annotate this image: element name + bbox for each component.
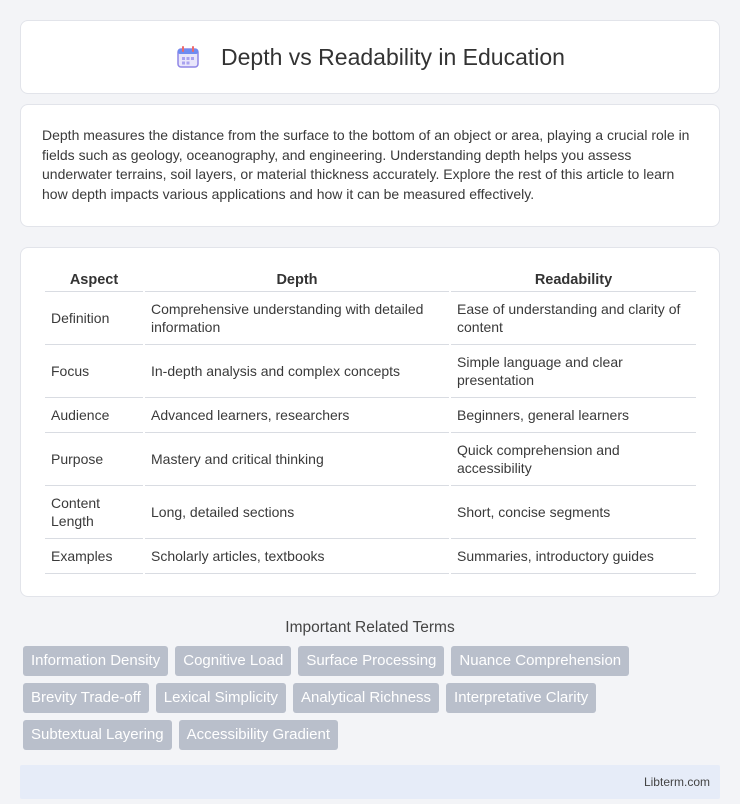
footer-brand-link[interactable]: Libterm.com	[643, 775, 710, 789]
table-cell: Mastery and critical thinking	[145, 433, 449, 486]
header-aspect: Aspect	[45, 270, 143, 292]
related-terms-title: Important Related Terms	[285, 619, 455, 636]
comparison-table	[43, 270, 698, 574]
tag-nuance-comprehension[interactable]: Nuance Comprehension	[451, 646, 629, 676]
table-cell: Simple language and clear presentation	[451, 345, 696, 398]
table-cell: Purpose	[45, 433, 143, 486]
table-cell: In-depth analysis and complex concepts	[145, 345, 449, 398]
tag-surface-processing[interactable]: Surface Processing	[298, 646, 444, 676]
tag-analytical-richness[interactable]: Analytical Richness	[293, 683, 439, 713]
table-cell: Focus	[45, 345, 143, 398]
table-row	[45, 398, 696, 433]
table-cell: Summaries, introductory guides	[451, 539, 696, 574]
tag-interpretative-clarity[interactable]: Interpretative Clarity	[446, 683, 596, 713]
table-cell: Beginners, general learners	[451, 398, 696, 433]
table-cell: Definition	[45, 292, 143, 345]
comparison-table-card	[20, 247, 720, 597]
table-cell: Scholarly articles, textbooks	[145, 539, 449, 574]
table-cell: Audience	[45, 398, 143, 433]
tag-brevity-trade-off[interactable]: Brevity Trade-off	[23, 683, 149, 713]
tag-information-density[interactable]: Information Density	[23, 646, 168, 676]
calendar-icon	[175, 44, 201, 70]
table-cell: Long, detailed sections	[145, 486, 449, 539]
table-cell: Examples	[45, 539, 143, 574]
tag-lexical-simplicity[interactable]: Lexical Simplicity	[156, 683, 286, 713]
table-cell: Quick comprehension and accessibility	[451, 433, 696, 486]
table-cell: Advanced learners, researchers	[145, 398, 449, 433]
intro-text: Depth measures the distance from the surface to the bottom of an object or area, playing a crucial role in fields such as geology, oceanography, and engineering. Understanding depth helps you assess underwater terrains, soil layers, or material thickness accurately. Explore the rest of this article to learn how depth impacts various applications and how it can be measured effectively.	[42, 127, 690, 202]
table-header-row	[45, 270, 696, 292]
tag-subtextual-layering[interactable]: Subtextual Layering	[23, 720, 172, 750]
table-row	[45, 486, 696, 539]
tag-accessibility-gradient[interactable]: Accessibility Gradient	[179, 720, 338, 750]
related-terms-tags	[20, 646, 720, 757]
intro-card	[20, 104, 720, 227]
page-title: Depth vs Readability in Education	[221, 43, 565, 70]
table-row	[45, 292, 696, 345]
header-readability: Readability	[451, 270, 696, 292]
table-row	[45, 345, 696, 398]
footer	[20, 765, 720, 799]
header-depth: Depth	[145, 270, 449, 292]
table-row	[45, 433, 696, 486]
header-card	[20, 20, 720, 94]
tag-cognitive-load[interactable]: Cognitive Load	[175, 646, 291, 676]
related-terms-section	[20, 619, 720, 757]
table-cell: Short, concise segments	[451, 486, 696, 539]
table-cell: Comprehensive understanding with detailed information	[145, 292, 449, 345]
table-cell: Content Length	[45, 486, 143, 539]
table-cell: Ease of understanding and clarity of content	[451, 292, 696, 345]
table-row	[45, 539, 696, 574]
